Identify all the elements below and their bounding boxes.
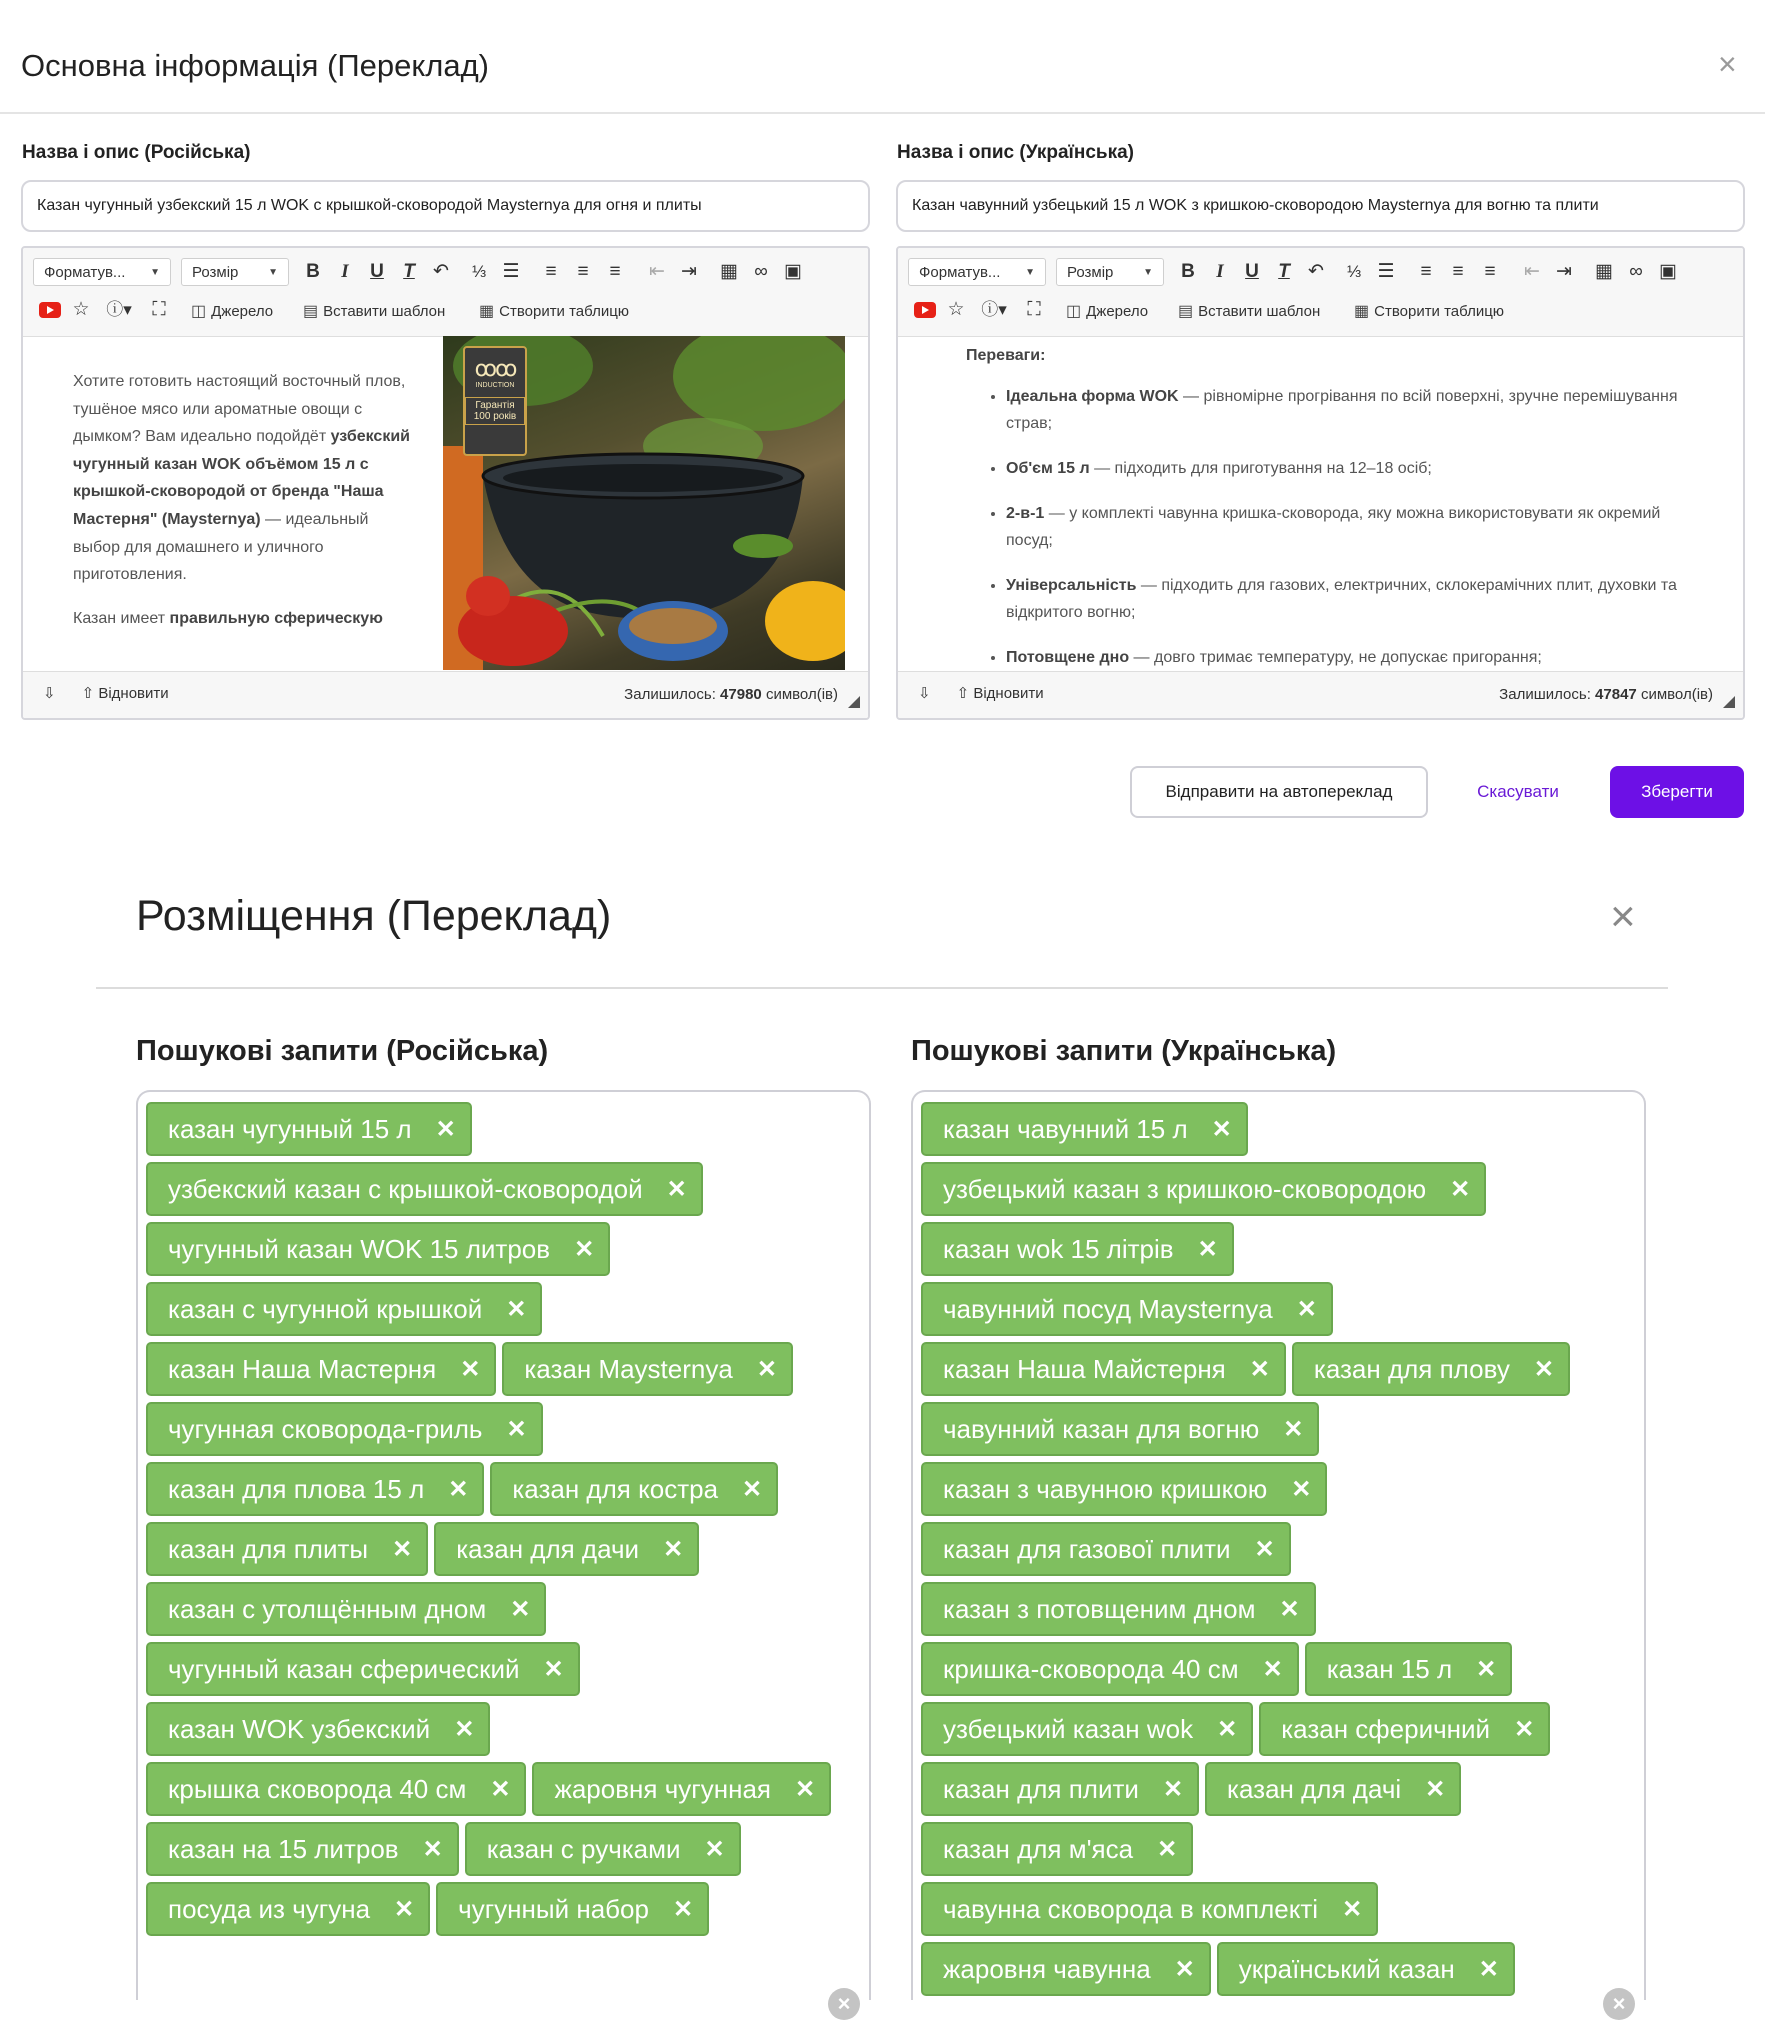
template-icon: ▤: [303, 303, 319, 320]
remove-tag-icon[interactable]: ✕: [422, 1835, 443, 1863]
table-icon[interactable]: ▦: [720, 261, 738, 282]
tag-chip[interactable]: [146, 1582, 546, 1636]
remove-tag-icon[interactable]: ✕: [1217, 1715, 1238, 1743]
align-left-icon[interactable]: ≡: [1420, 261, 1432, 282]
align-center-icon[interactable]: ≡: [577, 261, 589, 282]
tag-label: казан Наша Мастерня: [168, 1353, 437, 1384]
align-center-icon[interactable]: ≡: [1452, 261, 1464, 282]
size-select-label: Розмір: [192, 263, 239, 281]
remove-tag-icon[interactable]: ✕: [1279, 1595, 1300, 1623]
remove-tag-icon[interactable]: ✕: [704, 1835, 725, 1863]
badge-line: Гарантія 100 років: [465, 397, 525, 425]
indent-icon[interactable]: ⇥: [1556, 261, 1572, 282]
resize-icon[interactable]: [1723, 696, 1735, 708]
tag-label: казан с ручками: [486, 1833, 681, 1864]
text-span: — рівномірне прогрівання по всій поверхні, зручне перемішування страв;: [1006, 388, 1678, 432]
tag-label: казан с чугунной крышкой: [168, 1293, 483, 1324]
tag-label: узбецький казан wok: [943, 1713, 1194, 1744]
tag-chip[interactable]: [1217, 1942, 1515, 1996]
tag-label: казан чугунный 15 л: [168, 1113, 412, 1144]
tag-chip[interactable]: [146, 1702, 490, 1756]
tag-label: чугунная сковорода-гриль: [168, 1413, 483, 1444]
text-span: — у комплекті чавунна кришка-сковорода, яку можна використовувати як окремий посуд;: [1006, 505, 1661, 549]
tag-label: казан для костра: [512, 1473, 719, 1504]
info-icon[interactable]: ⓘ▾: [106, 300, 132, 319]
tag-chip[interactable]: [1205, 1762, 1461, 1816]
remove-tag-icon[interactable]: ✕: [490, 1775, 511, 1803]
outdent-icon[interactable]: ⇤: [1524, 261, 1540, 282]
tag-chip[interactable]: [921, 1942, 1211, 1996]
remove-tag-icon[interactable]: ✕: [506, 1295, 527, 1323]
tag-chip[interactable]: [1292, 1342, 1570, 1396]
tag-label: казан для дачі: [1227, 1773, 1402, 1804]
tag-label: жаровня чавунна: [943, 1953, 1151, 1984]
tag-label: чугунный казан WOK 15 литров: [168, 1233, 551, 1264]
divider: [96, 987, 1668, 989]
tag-label: казан на 15 литров: [168, 1833, 399, 1864]
star-icon[interactable]: ☆: [947, 299, 965, 320]
tag-chip[interactable]: [921, 1402, 1319, 1456]
chevron-down-icon: ▼: [268, 266, 278, 278]
create-table-icon: ▦: [1354, 303, 1370, 320]
italic-icon[interactable]: I: [1216, 261, 1224, 282]
list-item: [1006, 644, 1686, 670]
modal-title: Розміщення (Переклад): [136, 892, 612, 940]
source-label: Джерело: [1086, 302, 1149, 320]
text-span: — підходить для газових, електричних, склокерамічних плит, духовки та відкритого вогню;: [1006, 577, 1677, 621]
tag-label: казан Maysternya: [524, 1353, 733, 1384]
bold-text: правильную сферическую: [169, 609, 383, 627]
bold-text: 2-в-1: [1006, 505, 1045, 522]
tag-chip[interactable]: [921, 1342, 1286, 1396]
list-item: [1006, 383, 1686, 437]
remove-tag-icon[interactable]: ✕: [1197, 1235, 1218, 1263]
ru-queries-label: Пошукові запити (Російська): [136, 1035, 549, 1067]
tag-chip[interactable]: [921, 1282, 1333, 1336]
tag-label: чавунний казан для вогню: [943, 1413, 1260, 1444]
remove-tag-icon[interactable]: ✕: [448, 1475, 469, 1503]
chevron-down-icon: ▼: [150, 266, 160, 278]
remove-tag-icon[interactable]: ✕: [1162, 1775, 1184, 1803]
tag-label: казан для м'яса: [943, 1833, 1134, 1864]
star-icon[interactable]: ☆: [72, 299, 90, 320]
resize-icon[interactable]: [848, 696, 860, 708]
insert-template-label: Вставити шаблон: [323, 302, 446, 320]
editor-statusbar: [898, 671, 1743, 718]
source-button[interactable]: [191, 301, 273, 321]
image-icon[interactable]: ▣: [1659, 261, 1677, 282]
tag-label: казан wok 15 літрів: [943, 1233, 1174, 1264]
size-select[interactable]: [1056, 258, 1164, 286]
counter-unit: символ(ів): [1640, 686, 1713, 703]
remove-tag-icon[interactable]: ✕: [666, 1175, 687, 1203]
ua-name-label: Назва і опис (Українська): [897, 142, 1134, 163]
tag-label: український казан: [1238, 1953, 1455, 1984]
tag-chip[interactable]: [146, 1342, 496, 1396]
create-table-button[interactable]: [1354, 301, 1504, 321]
tag-label: казан для дачи: [456, 1533, 640, 1564]
counter-value: 47980: [720, 686, 762, 703]
bold-text: Об'єм 15 л: [1006, 460, 1090, 477]
insert-template-button[interactable]: [303, 301, 445, 321]
source-icon: ◫: [191, 303, 207, 320]
indent-icon[interactable]: ⇥: [681, 261, 697, 282]
restore-label: Відновити: [98, 685, 169, 702]
image-icon[interactable]: ▣: [784, 261, 802, 282]
remove-tag-icon[interactable]: ✕: [1174, 1955, 1195, 1983]
ru-tags-input[interactable]: [136, 1090, 871, 2016]
editor-statusbar: [23, 671, 868, 718]
advantages-header: Переваги:: [966, 347, 1046, 364]
restore-icon: ⇧: [81, 685, 99, 702]
undo-icon[interactable]: ↶: [1308, 261, 1324, 282]
tag-label: казан с утолщённым дном: [168, 1593, 487, 1624]
remove-tag-icon[interactable]: ✕: [794, 1775, 816, 1803]
brand-logo-icon: ꝏꝏ: [474, 356, 516, 381]
divider: [0, 112, 1765, 114]
format-select-label: Форматув...: [44, 263, 126, 281]
tag-label: кришка-сковорода 40 см: [943, 1653, 1239, 1684]
align-left-icon[interactable]: ≡: [545, 261, 557, 282]
undo-icon[interactable]: ↶: [433, 261, 449, 282]
fullscreen-icon[interactable]: ⛶: [152, 299, 166, 320]
tag-chip[interactable]: [146, 1162, 703, 1216]
tag-chip[interactable]: [921, 1642, 1299, 1696]
product-image[interactable]: [443, 336, 845, 670]
tag-label: крышка сковорода 40 см: [168, 1773, 467, 1804]
source-icon: ◫: [1066, 303, 1082, 320]
tag-list: [146, 1102, 861, 1936]
numbered-list-icon[interactable]: ⅓: [1346, 262, 1362, 281]
close-icon[interactable]: ×: [1610, 892, 1636, 941]
ua-editor: [896, 246, 1745, 720]
tag-label: казан для плити: [943, 1773, 1139, 1804]
remove-tag-icon[interactable]: ✕: [1450, 1175, 1471, 1203]
remove-tag-icon[interactable]: ✕: [742, 1475, 763, 1503]
remove-tag-icon[interactable]: ✕: [1478, 1955, 1499, 1983]
clear-format-icon[interactable]: T: [1278, 261, 1290, 282]
align-right-icon[interactable]: ≡: [609, 261, 621, 282]
tag-label: жаровня чугунная: [554, 1773, 771, 1804]
tag-label: узбецький казан з кришкою-сковородою: [943, 1173, 1427, 1204]
tag-label: казан для плову: [1313, 1353, 1510, 1384]
remove-tag-icon[interactable]: ✕: [574, 1235, 595, 1263]
tag-label: казан WOK узбекский: [168, 1713, 431, 1744]
ru-name-label: Назва і опис (Російська): [22, 142, 251, 163]
remove-tag-icon[interactable]: ✕: [543, 1655, 564, 1683]
tag-chip[interactable]: [1305, 1642, 1513, 1696]
tag-chip[interactable]: [921, 1162, 1486, 1216]
tag-label: узбекский казан с крышкой-сковородой: [168, 1173, 643, 1204]
remove-tag-icon[interactable]: ✕: [510, 1595, 531, 1623]
bulleted-list-icon[interactable]: ☰: [502, 261, 520, 282]
tag-label: казан для плова 15 л: [168, 1473, 425, 1504]
source-label: Джерело: [211, 302, 274, 320]
youtube-icon[interactable]: [914, 302, 936, 318]
tag-chip[interactable]: [921, 1882, 1378, 1936]
bulleted-list-icon[interactable]: ☰: [1377, 261, 1395, 282]
tag-label: казан для газової плити: [943, 1533, 1231, 1564]
tag-chip[interactable]: [921, 1702, 1253, 1756]
remove-tag-icon[interactable]: ✕: [460, 1355, 481, 1383]
tag-chip[interactable]: [921, 1582, 1316, 1636]
underline-icon[interactable]: U: [370, 261, 384, 282]
tag-list: [921, 1102, 1636, 1996]
ua-queries-label: Пошукові запити (Українська): [911, 1035, 1337, 1067]
list-item: [1006, 500, 1686, 554]
counter-value: 47847: [1595, 686, 1637, 703]
link-icon[interactable]: ∞: [754, 261, 768, 282]
align-right-icon[interactable]: ≡: [1484, 261, 1496, 282]
clear-all-icon[interactable]: ×: [828, 1988, 860, 2020]
tag-label: чавунний посуд Maysternya: [943, 1293, 1273, 1324]
tag-label: казан з чавунною кришкою: [943, 1473, 1268, 1504]
remove-tag-icon[interactable]: ✕: [1425, 1775, 1446, 1803]
editor-content[interactable]: [23, 336, 868, 670]
format-select-label: Форматув...: [919, 263, 1001, 281]
remove-tag-icon[interactable]: ✕: [506, 1415, 527, 1443]
char-counter: [1499, 686, 1713, 703]
insert-template-label: Вставити шаблон: [1198, 302, 1321, 320]
remove-tag-icon[interactable]: ✕: [1533, 1355, 1554, 1383]
remove-tag-icon[interactable]: ✕: [394, 1895, 415, 1923]
tag-chip[interactable]: [146, 1222, 610, 1276]
tag-chip[interactable]: [146, 1282, 542, 1336]
remove-tag-icon[interactable]: ✕: [1296, 1295, 1317, 1323]
tag-chip[interactable]: [146, 1402, 543, 1456]
info-icon[interactable]: ⓘ▾: [981, 300, 1007, 319]
restore-button[interactable]: [957, 684, 1044, 702]
remove-tag-icon[interactable]: ✕: [454, 1715, 475, 1743]
bold-text: Потовщене дно: [1006, 649, 1130, 666]
bold-text: Універсальність: [1006, 577, 1137, 594]
tag-label: казан Наша Майстерня: [943, 1353, 1226, 1384]
tag-chip[interactable]: [921, 1462, 1327, 1516]
text-span: — підходить для приготування на 12–18 осіб;: [1089, 460, 1432, 477]
remove-tag-icon[interactable]: ✕: [1514, 1715, 1535, 1743]
remove-tag-icon[interactable]: ✕: [663, 1535, 684, 1563]
tag-chip[interactable]: [1259, 1702, 1550, 1756]
save-button[interactable]: Зберегти: [1610, 766, 1744, 818]
remove-tag-icon[interactable]: ✕: [1211, 1115, 1232, 1143]
brand-badge: [463, 346, 527, 456]
youtube-icon[interactable]: [39, 302, 61, 318]
remove-tag-icon[interactable]: ✕: [1254, 1535, 1275, 1563]
remove-tag-icon[interactable]: ✕: [392, 1535, 413, 1563]
restore-icon: ⇧: [956, 685, 974, 702]
counter-label: Залишилось:: [624, 686, 716, 703]
size-select-label: Розмір: [1067, 263, 1114, 281]
text-span: — довго тримає температуру, не допускає пригорання;: [1129, 649, 1542, 666]
tag-chip[interactable]: [146, 1102, 472, 1156]
save-icon[interactable]: ⇩: [918, 685, 931, 702]
tag-chip[interactable]: [146, 1462, 484, 1516]
chevron-down-icon: ▼: [1143, 266, 1153, 278]
remove-tag-icon[interactable]: ✕: [1291, 1475, 1312, 1503]
tag-chip[interactable]: [921, 1822, 1193, 1876]
badge-line: INDUCTION: [475, 382, 515, 389]
remove-tag-icon[interactable]: ✕: [756, 1355, 777, 1383]
cancel-button[interactable]: Скасувати: [1477, 782, 1559, 801]
list-item: [1006, 455, 1686, 482]
editor-toolbar: [23, 248, 868, 337]
restore-button[interactable]: [82, 684, 169, 702]
remove-tag-icon[interactable]: ✕: [672, 1895, 694, 1923]
ru-editor: [21, 246, 870, 720]
tag-chip[interactable]: [921, 1522, 1291, 1576]
link-icon[interactable]: ∞: [1629, 261, 1643, 282]
clear-format-icon[interactable]: T: [403, 261, 415, 282]
status-left: [918, 684, 1044, 702]
format-select[interactable]: [908, 258, 1046, 286]
outdent-icon[interactable]: ⇤: [649, 261, 665, 282]
tag-label: чавунна сковорода в комплекті: [943, 1893, 1319, 1924]
tag-chip[interactable]: [146, 1882, 430, 1936]
italic-icon[interactable]: I: [341, 261, 349, 282]
numbered-list-icon[interactable]: ⅓: [471, 262, 487, 281]
ru-description: [73, 368, 418, 648]
ua-tags-input[interactable]: [911, 1090, 1646, 2016]
autotranslate-button[interactable]: Відправити на автопереклад: [1130, 766, 1428, 818]
remove-tag-icon[interactable]: ✕: [435, 1115, 456, 1143]
format-select[interactable]: [33, 258, 171, 286]
tag-chip[interactable]: [921, 1222, 1234, 1276]
char-counter: [624, 686, 838, 703]
bold-icon[interactable]: B: [306, 261, 320, 282]
tag-label: казан з потовщеним дном: [943, 1593, 1256, 1624]
create-table-label: Створити таблицю: [1374, 302, 1505, 320]
text-span: Хотите готовить настоящий восточный плов, тушёное мясо или ароматные овощи с дымком? Вам идеально подойдёт: [73, 373, 406, 446]
insert-template-button[interactable]: [1178, 301, 1320, 321]
tag-chip[interactable]: [146, 1522, 428, 1576]
tag-chip[interactable]: [146, 1822, 459, 1876]
ru-name-input[interactable]: Казан чугунный узбекский 15 л WOK с крышкой-сковородой Maysternya для огня и плиты: [21, 180, 870, 232]
text-span: Казан имеет: [73, 609, 170, 627]
remove-tag-icon[interactable]: ✕: [1157, 1835, 1178, 1863]
underline-icon[interactable]: U: [1245, 261, 1259, 282]
counter-unit: символ(ів): [765, 686, 838, 703]
tag-chip[interactable]: [436, 1882, 709, 1936]
remove-tag-icon[interactable]: ✕: [1249, 1355, 1270, 1383]
tag-chip[interactable]: [921, 1102, 1248, 1156]
create-table-label: Створити таблицю: [499, 302, 630, 320]
template-icon: ▤: [1178, 303, 1194, 320]
tag-chip[interactable]: [465, 1822, 741, 1876]
status-left: [43, 684, 169, 702]
remove-tag-icon[interactable]: ✕: [1262, 1655, 1283, 1683]
advantages-list: [966, 383, 1686, 670]
tag-chip[interactable]: [502, 1342, 793, 1396]
ua-name-input[interactable]: Казан чавунний узбецький 15 л WOK з кришкою-сковородою Maysternya для вогню та плити: [896, 180, 1745, 232]
size-select[interactable]: [181, 258, 289, 286]
bold-icon[interactable]: B: [1181, 261, 1195, 282]
bold-text: Ідеальна форма WOK: [1006, 388, 1179, 405]
tag-chip[interactable]: [434, 1522, 699, 1576]
tag-chip[interactable]: [146, 1762, 526, 1816]
remove-tag-icon[interactable]: ✕: [1283, 1415, 1304, 1443]
remove-tag-icon[interactable]: ✕: [1476, 1655, 1497, 1683]
table-icon[interactable]: ▦: [1595, 261, 1613, 282]
modal-title: Основна інформація (Переклад): [21, 48, 489, 83]
restore-label: Відновити: [973, 685, 1044, 702]
tag-label: чугунный набор: [458, 1893, 649, 1924]
editor-toolbar: [898, 248, 1743, 337]
close-icon[interactable]: ×: [1718, 46, 1737, 82]
bold-text: узбекский чугунный казан WOK объёмом 15 л с крышкой-сковородой от бренда "Наша Мастерня" (Maysternya): [73, 428, 410, 528]
fullscreen-icon[interactable]: ⛶: [1027, 299, 1041, 320]
tag-label: посуда из чугуна: [168, 1893, 371, 1924]
create-table-button[interactable]: [479, 301, 629, 321]
editor-content[interactable]: [898, 336, 1743, 670]
save-icon[interactable]: ⇩: [43, 685, 56, 702]
tag-chip[interactable]: [490, 1462, 778, 1516]
tag-label: чугунный казан сферический: [168, 1653, 520, 1684]
ua-description: [966, 342, 1686, 670]
tag-label: казан для плиты: [168, 1533, 369, 1564]
tag-label: казан 15 л: [1326, 1653, 1453, 1684]
text-span: — идеальный выбор для домашнего и уличного приготовления.: [73, 510, 369, 584]
chevron-down-icon: ▼: [1025, 266, 1035, 278]
remove-tag-icon[interactable]: ✕: [1342, 1895, 1363, 1923]
clear-all-icon[interactable]: ×: [1603, 1988, 1635, 2020]
tag-chip[interactable]: [921, 1762, 1199, 1816]
list-item: [1006, 572, 1686, 626]
tag-label: казан чавунний 15 л: [943, 1113, 1188, 1144]
tag-chip[interactable]: [532, 1762, 831, 1816]
counter-label: Залишилось:: [1499, 686, 1591, 703]
tag-chip[interactable]: [146, 1642, 580, 1696]
source-button[interactable]: [1066, 301, 1148, 321]
create-table-icon: ▦: [479, 303, 495, 320]
tag-label: казан сферичний: [1281, 1713, 1491, 1744]
